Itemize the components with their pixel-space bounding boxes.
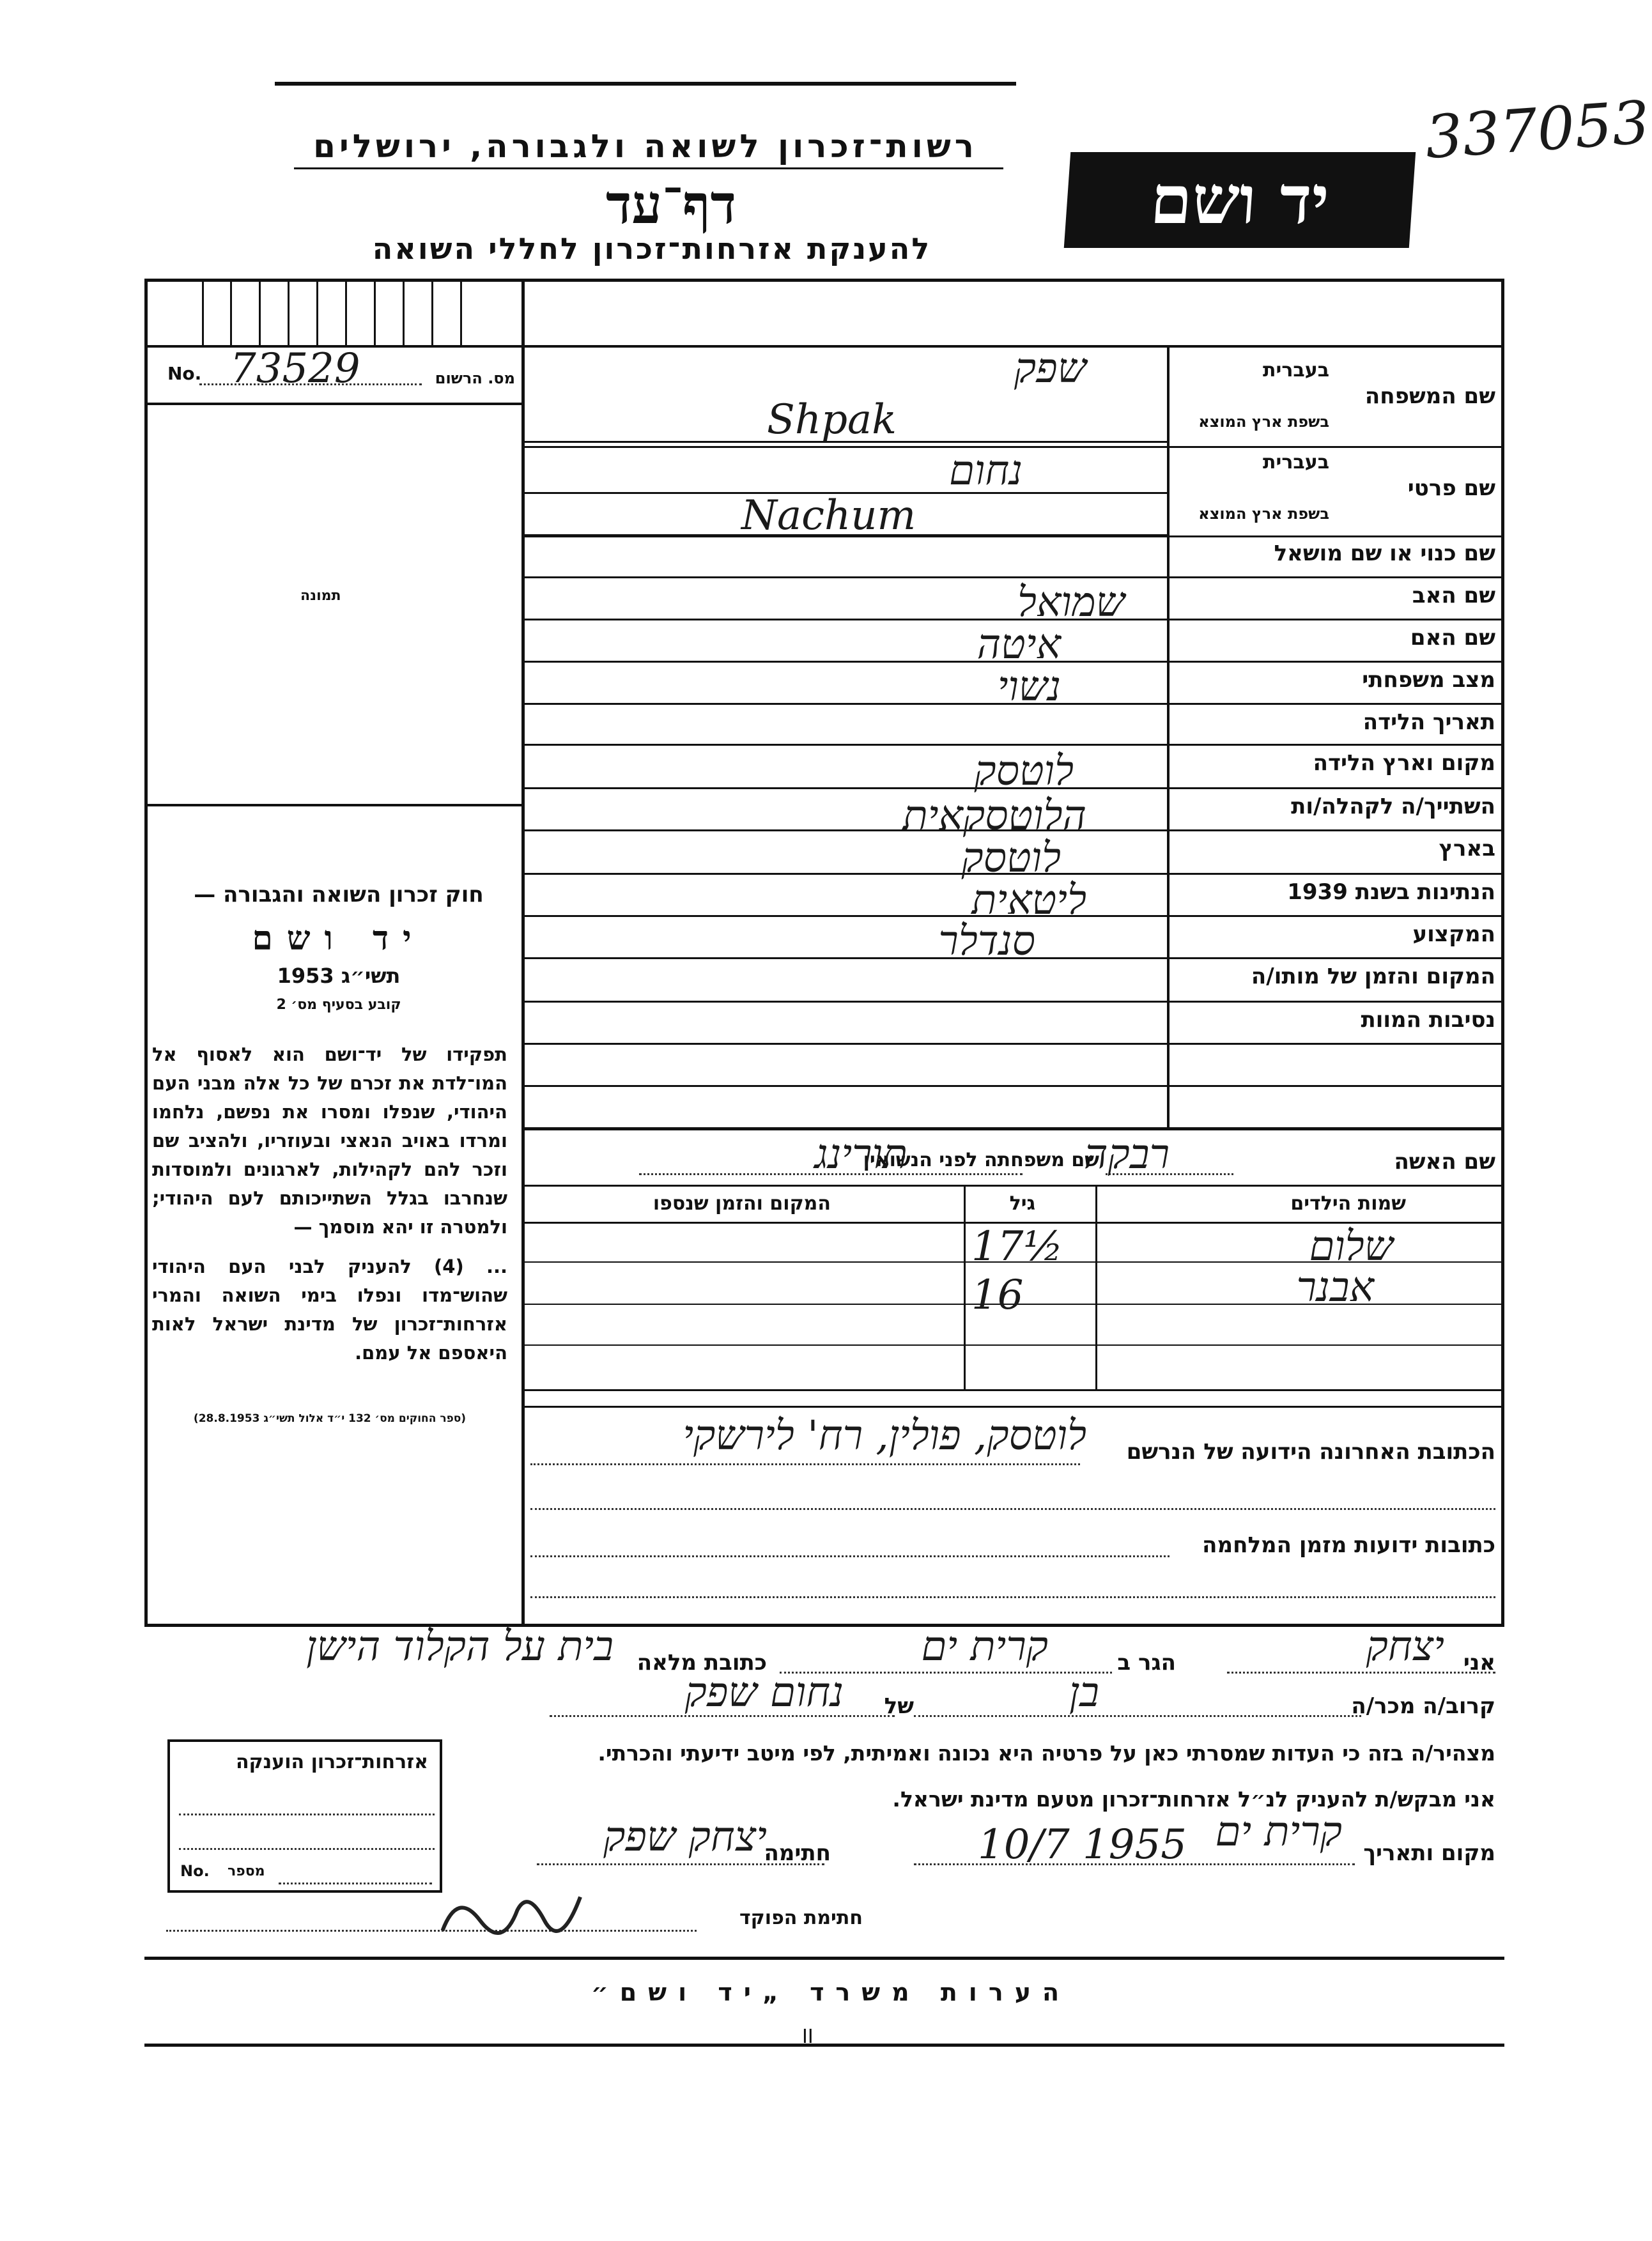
surname-native-sublabel: בשפת ארץ המוצא [1198, 413, 1329, 431]
registration-no-label: No. [167, 363, 202, 384]
relative-value: בן [1069, 1669, 1099, 1716]
child-2-name: אבנר [1296, 1264, 1374, 1311]
law-text-2: ... (4) להעניק לבני העם היהודי שהוש־מדו ונפלו בימי השואה והמרי אזרחות־זכרון של מדינת ישראל לאות היאספם אל עמם. [152, 1256, 507, 1364]
law-clause: קובע בסעיף מס׳ 2 [276, 997, 401, 1013]
signature-scribble-icon [431, 1865, 591, 1950]
child-1-name: שלום [1309, 1223, 1393, 1270]
child-2-age: 16 [971, 1272, 1024, 1319]
request-text: אני מבקש/ת להעניק לנ״ל אזרחות־זכרון מטעם מדינת ישראל. [892, 1787, 1495, 1812]
footer-mark: II [802, 2026, 814, 2048]
citizenship-box-number-label: מספר [228, 1863, 265, 1879]
org-name: רשות־זכרון לשואה ולגבורה, ירושלים [313, 128, 978, 165]
children-age-header: גיל [1009, 1192, 1035, 1215]
form-title: דף־עד [605, 173, 736, 236]
citizenship-box-no: No. [180, 1862, 210, 1880]
photo-placeholder: תמונה [300, 588, 341, 604]
form-subtitle: להענקת אזרחות־זכרון לחללי השואה [372, 231, 932, 266]
law-year: תשי״ג 1953 [277, 964, 401, 988]
office-notes-label: הערות משרד „יד ושם״ [591, 1978, 1071, 2006]
signature-label: חתימה [764, 1840, 831, 1866]
officer-signature [431, 1865, 592, 1960]
of-label: של [884, 1693, 914, 1719]
marital-status-label: מצב משפחתי [1362, 667, 1495, 693]
registration-label: מס. הרשום [435, 369, 515, 387]
declaration-text: מצהיר/ה בזה כי העדות שמסרתי כאן על פרטיה היא נכונה ואמיתית, לפי מיטב ידיעתי והכרתי. [598, 1741, 1495, 1766]
wife-value: רבקה [1083, 1131, 1170, 1178]
resides-value: קרית ים [921, 1623, 1048, 1670]
community-value: הלוטסקאית [902, 792, 1086, 840]
wife-label: שם האשה [1394, 1149, 1495, 1174]
father-value: שמואל [1017, 579, 1125, 626]
of-value: נחום שפק [684, 1669, 844, 1716]
death-place-time-label: המקום והזמן של מותו/ה [1251, 964, 1495, 989]
child-1-age: 17½ [971, 1223, 1063, 1270]
given-hebrew-value: נחום [949, 447, 1023, 495]
given-native-value: Nachum [741, 492, 916, 539]
nickname-label: שם כנוי או שם מושאל [1274, 541, 1495, 566]
yad-vashem-logo: יד ושם [1064, 152, 1416, 248]
children-names-header: שמות הילדים [1290, 1192, 1406, 1215]
law-title: חוק זכרון השואה והגבורה — [194, 882, 484, 907]
officer-signature-label: חתימת הפוקד [739, 1907, 863, 1929]
last-address-label: הכתובת האחרונה הידועה של הנרשם [1126, 1439, 1495, 1465]
full-address-value: בית על הקלוד הישן [306, 1623, 614, 1670]
country-value: לוטסק [961, 835, 1061, 882]
citizenship-box-title: אזרחות־זכרון הוענקה [235, 1751, 428, 1773]
given-name-label: שם פרטי [1407, 475, 1495, 501]
law-text-1: תפקידו של יד־ושם הוא לאסוף אל המו־לדת את זכרם של כל אלה מבני העם היהודי, שנפלו ומסרו את נפשם, נלחמו ומרדו באויב הנאצי ובעוזריו, ולהציב שם וזכר להם לקהילות, לארגונים ולמוסדות שנחרבו בגלל השתייכותם לעם היהודי; ולמטרה זו יהא מוסמך — [152, 1043, 507, 1238]
resides-label: הגר ב [1117, 1650, 1176, 1675]
archive-number: 337053 [1423, 88, 1652, 173]
mother-label: שם האם [1410, 625, 1495, 651]
children-place-header: המקום והזמן שנספו [652, 1192, 831, 1215]
country-label: בארץ [1439, 836, 1495, 861]
surname-hebrew-value: שפק [1014, 345, 1086, 392]
law-citation: (ספר החוקים מס׳ 132 י״ד אלול תשי״ג 28.8.1953) [193, 1412, 467, 1425]
full-address-label: כתובת מלאה [637, 1650, 767, 1675]
date-value: 10/7 1955 [978, 1821, 1187, 1868]
citizenship-1939-value: ליטאית [971, 877, 1086, 924]
given-hebrew-sublabel: בעברית [1263, 451, 1329, 474]
surname-label: שם המשפחה [1364, 383, 1495, 409]
profession-value: סנדלר [938, 918, 1035, 965]
surname-hebrew-sublabel: בעברית [1263, 359, 1329, 381]
mother-value: איטה [977, 621, 1061, 668]
profession-label: המקצוע [1412, 921, 1495, 947]
marital-status-value: נשוי [997, 663, 1061, 711]
wife-maiden-value: תורינג [814, 1131, 907, 1178]
birth-date-label: תאריך הלידה [1363, 709, 1495, 735]
given-native-sublabel: בשפת ארץ המוצא [1198, 505, 1329, 523]
citizenship-1939-label: הנתינות בשנת 1939 [1287, 879, 1495, 905]
declarant-name: יצחק [1366, 1623, 1444, 1670]
relative-label: קרוב/ה מכר/ה [1351, 1693, 1495, 1719]
declarant-i-label: אני [1463, 1650, 1495, 1675]
wife-maiden-label: שם משפחתה לפני הנשואין [863, 1149, 1099, 1171]
place-date-label: מקום ותאריך [1363, 1840, 1495, 1866]
citizenship-granted-box [167, 1739, 442, 1893]
death-circumstances-label: נסיבות המוות [1361, 1007, 1495, 1033]
declarant-signature: יצחק שפק [603, 1814, 767, 1861]
place-value: קרית ים [1215, 1808, 1342, 1856]
birth-place-value: לוטסק [974, 748, 1074, 795]
registration-number: 73529 [230, 345, 360, 392]
law-name: יד ושם [252, 919, 426, 958]
surname-native-value: Shpak [767, 396, 897, 443]
community-label: השתייך/ה לקהלה/ות [1291, 794, 1495, 819]
birth-place-label: מקום וארץ הלידה [1313, 750, 1495, 776]
wartime-address-label: כתובות ידועות מזמן המלחמה [1202, 1532, 1495, 1558]
last-address-value: לוטסק, פולין, רח' לירשקי [683, 1412, 1086, 1459]
father-label: שם האב [1412, 583, 1495, 608]
